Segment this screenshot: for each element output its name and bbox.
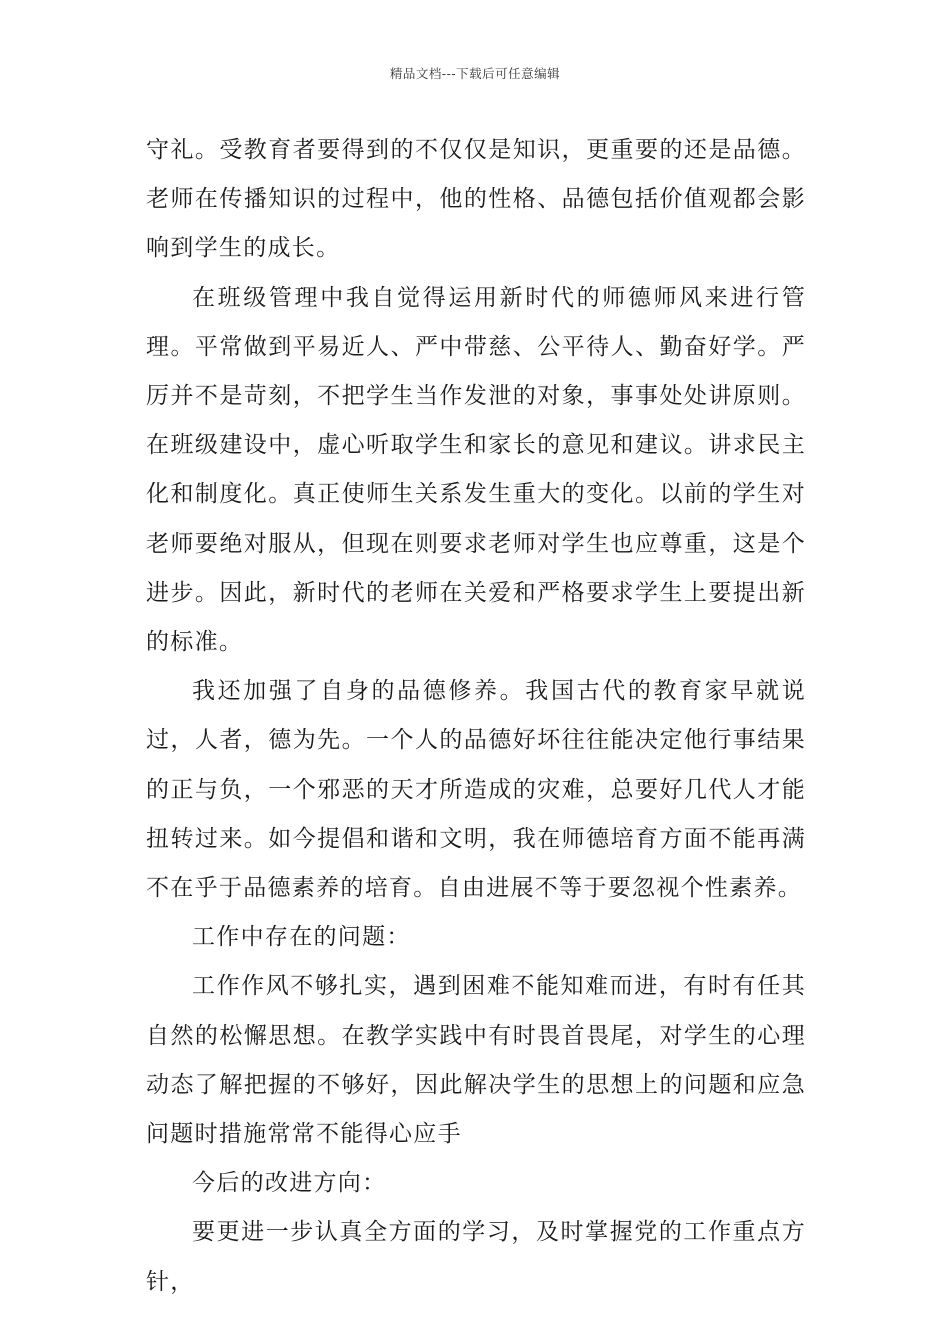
page-header: 精品文档---下载后可任意编辑 [389, 66, 561, 81]
paragraph-2: 在班级管理中我自觉得运用新时代的师德师风来进行管理。平常做到平易近人、严中带慈、公平待人、勤奋好学。严厉并不是苛刻，不把学生当作发泄的对象，事事处处讲原则。在班级建设中，虚心听取学生和家长的意见和建议。讲求民主化和制度化。真正使师生关系发生重大的变化。以前的学生对老师要绝对服从，但现在则要求老师对学生也应尊重，这是个进步。因此，新时代的老师在关爱和严格要求学生上要提出新的标准。 [146, 284, 806, 656]
paragraph-3: 我还加强了自身的品德修养。我国古代的教育家早就说过，人者，德为先。一个人的品德好坏往往能决定他行事结果的正与负，一个邪恶的天才所造成的灾难，总要好几代人才能扭转过来。如今提倡和谐和文明，我在师德培育方面不能再满不在乎于品德素养的培育。自由进展不等于要忽视个性素养。 [146, 678, 806, 902]
paragraph-5: 要更进一步认真全方面的学习，及时掌握党的工作重点方针， [146, 1219, 806, 1295]
document-body [146, 126, 806, 1307]
paragraph-1: 守礼。受教育者要得到的不仅仅是知识，更重要的还是品德。老师在传播知识的过程中，他的性格、品德包括价值观都会影响到学生的成长。 [146, 137, 806, 262]
section-heading-improvements: 今后的改进方向： [192, 1170, 387, 1197]
section-heading-problems: 工作中存在的问题： [192, 924, 411, 951]
paragraph-4: 工作作风不够扎实，遇到困难不能知难而进，有时有任其自然的松懈思想。在教学实践中有时畏首畏尾，对学生的心理动态了解把握的不够好，因此解决学生的思想上的问题和应急问题时措施常常不能得心应手 [146, 973, 806, 1148]
